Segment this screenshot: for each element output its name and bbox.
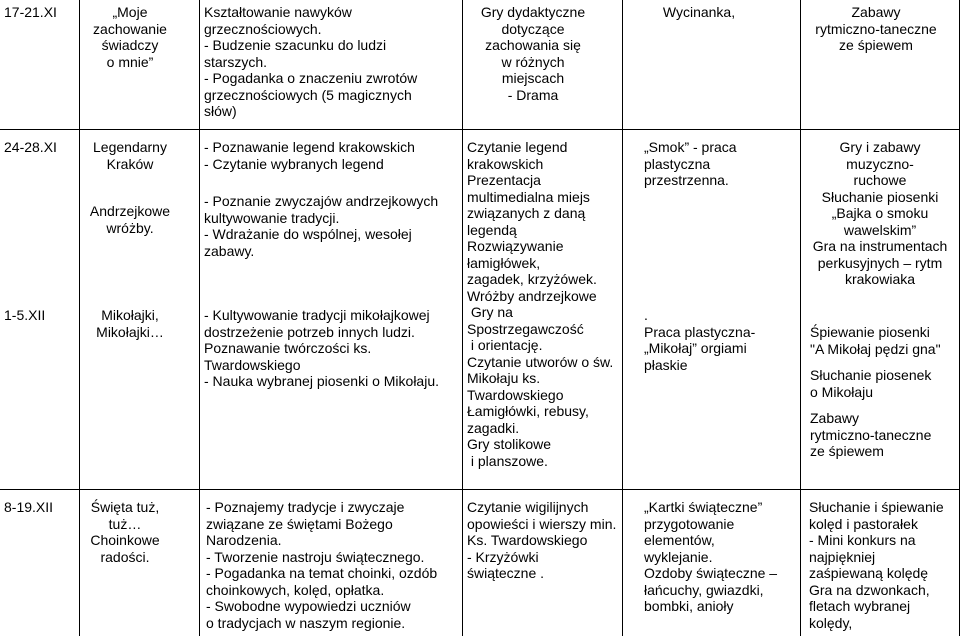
cell-line: - Pogadanka na temat choinki, ozdób	[206, 565, 438, 581]
cell-line: - Poznawanie legend krakowskich	[204, 139, 415, 155]
cell-line: Gry dydaktyczne	[480, 4, 586, 20]
row2-activities	[467, 139, 613, 469]
cell-line	[80, 172, 180, 203]
cell-line: najpiękniej	[809, 548, 876, 565]
cell-line: 17-21.XI	[4, 4, 57, 20]
row2-topic-b	[80, 307, 180, 340]
cell-line: o tradycjach w naszym regionie.	[206, 614, 406, 631]
cell-line: elementów,	[644, 532, 715, 548]
row1-art	[623, 4, 775, 21]
cell-line: „Mikołaj” orgiami	[644, 340, 747, 356]
row2-topic-a	[80, 139, 180, 236]
cell-line: Gra na instrumentach	[812, 238, 948, 254]
cell-line: w różnych	[501, 53, 565, 70]
cell-line: Ozdoby świąteczne –	[644, 565, 778, 581]
cell-line: Choinkowe	[90, 532, 160, 548]
cell-line: Gry i zabawy	[839, 139, 921, 155]
cell-line: związane ze świętami Bożego	[206, 515, 393, 532]
cell-line: Praca plastyczna-	[644, 323, 756, 340]
cell-line: Gry na	[467, 304, 513, 320]
cell-line: kolędy,	[809, 614, 853, 631]
cell-line: Łamigłówki, rebusy,	[467, 403, 589, 419]
cell-line	[204, 172, 438, 193]
cell-line: starszych.	[204, 53, 268, 70]
cell-line: słów)	[204, 103, 237, 119]
cell-line: tuż…	[108, 515, 142, 532]
cell-line	[810, 357, 941, 367]
cell-line: Czytanie wigilijnych	[467, 499, 589, 515]
cell-line: „Smok” - praca	[644, 139, 737, 155]
cell-line: opowieści i wierszy min.	[467, 515, 617, 532]
cell-line: Kraków	[106, 155, 154, 172]
cell-line: i planszowe.	[467, 452, 548, 469]
cell-line: muzyczno-	[846, 155, 914, 172]
cell-line: - Krzyżówki	[467, 548, 539, 565]
cell-line: 24-28.XI	[4, 139, 57, 155]
cell-line: Święta tuż,	[90, 499, 160, 515]
cell-line: plastyczna	[644, 155, 711, 172]
cell-line: wyklejanie.	[644, 548, 713, 565]
cell-line: zachowanie	[93, 20, 167, 37]
cell-line	[810, 400, 941, 410]
cell-line: i orientację.	[467, 337, 543, 353]
cell-line: Słuchanie piosenek	[810, 367, 932, 383]
cell-line: - Budzenie szacunku do ludzi	[204, 37, 387, 53]
row3-date	[4, 499, 53, 516]
cell-line: - Poznanie zwyczajów andrzejkowych	[204, 193, 439, 209]
cell-line: Twardowskiego	[204, 356, 301, 373]
cell-line: .	[644, 307, 648, 323]
cell-line: kultywowanie tradycji.	[204, 209, 340, 226]
row2-art-a	[644, 139, 737, 189]
row2-date-a	[4, 139, 57, 156]
cell-line: Poznawanie twórczości ks.	[204, 340, 372, 356]
cell-line: choinkowych, kolęd, opłatka.	[206, 581, 385, 598]
cell-line: Ks. Twardowskiego	[467, 532, 588, 548]
row2-goals-a	[204, 139, 438, 259]
cell-line: krakowiaka	[844, 271, 916, 287]
cell-line: Wróżby andrzejkowe	[467, 287, 597, 304]
cell-line: - Mini konkurs na	[809, 532, 916, 548]
cell-line: Twardowskiego	[467, 386, 564, 403]
cell-line: radości.	[100, 548, 150, 565]
cell-line: Gry stolikowe	[467, 436, 552, 452]
row1-date	[4, 4, 57, 21]
cell-line: - Kultywowanie tradycji mikołajkowej	[204, 307, 430, 323]
row2-date-b	[4, 307, 45, 324]
row2-art-b	[644, 307, 755, 373]
row1-music	[801, 4, 951, 54]
cell-line: świadczy	[101, 37, 159, 53]
cell-line: „Kartki świąteczne”	[644, 499, 763, 515]
cell-line: Czytanie utworów o św.	[467, 353, 614, 370]
cell-line: zagadki.	[467, 419, 520, 436]
cell-line: łamigłówek,	[467, 254, 541, 271]
cell-line: grzecznościowych (5 magicznych	[204, 86, 412, 103]
row2-music-a	[801, 139, 959, 288]
cell-line: Mikołaju ks.	[467, 370, 541, 386]
cell-line: Zabawy	[810, 410, 860, 426]
cell-line: miejscach	[501, 70, 565, 86]
row3-goals	[206, 499, 437, 631]
column-border	[622, 0, 623, 636]
cell-line: legendą	[467, 221, 517, 238]
cell-line: zagadek, krzyżówek.	[467, 271, 597, 287]
cell-line: zabawy.	[204, 242, 255, 259]
cell-line: - Swobodne wypowiedzi uczniów	[206, 598, 411, 614]
column-border	[800, 0, 801, 636]
cell-line: przestrzenna.	[644, 172, 729, 188]
cell-line: rytmiczno-taneczne	[815, 20, 937, 37]
cell-line: ze śpiewem	[810, 443, 884, 459]
cell-line: płaskie	[644, 356, 688, 373]
cell-line: Słuchanie i śpiewanie	[809, 499, 944, 515]
cell-line: wróżby.	[106, 219, 154, 236]
cell-line: fletach wybranej	[809, 598, 911, 614]
cell-line: „Moje	[112, 4, 148, 20]
row3-music	[809, 499, 944, 631]
row1-goals	[204, 4, 417, 120]
cell-line: zachowania się	[485, 37, 581, 53]
row3-activities	[467, 499, 616, 582]
cell-line: "A Mikołaj pędzi gna"	[810, 340, 941, 357]
cell-line: ze śpiewem	[839, 37, 913, 53]
cell-line: „Bajka o smoku	[831, 205, 929, 221]
cell-line: o Mikołaju	[810, 383, 874, 400]
row3-art	[644, 499, 777, 615]
row2-music-b	[810, 324, 941, 460]
cell-line: kolęd i pastorałek	[809, 515, 918, 532]
cell-line: Wycinanka,	[662, 4, 736, 20]
cell-line: rytmiczno-taneczne	[810, 426, 932, 443]
row1-activities	[463, 4, 603, 103]
cell-line: - Poznajemy tradycje i zwyczaje	[206, 499, 405, 515]
cell-line: o mnie”	[106, 53, 154, 70]
cell-line: wawelskim”	[843, 221, 917, 238]
row1-topic	[80, 4, 180, 70]
cell-line: - Wdrażanie do wspólnej, wesołej	[204, 226, 412, 242]
cell-line: dostrzeżenie potrzeb innych ludzi.	[204, 323, 415, 340]
row3-topic	[80, 499, 170, 565]
cell-line: - Czytanie wybranych legend	[204, 155, 384, 172]
cell-line: Prezentacja	[467, 172, 541, 188]
cell-line: Andrzejkowe	[89, 203, 171, 219]
cell-line: Śpiewanie piosenki	[810, 324, 930, 340]
cell-line: - Nauka wybranej piosenki o Mikołaju.	[204, 373, 439, 389]
cell-line: przygotowanie	[644, 515, 735, 532]
cell-line: Mikołajki,	[101, 307, 159, 323]
cell-line: Mikołajki…	[96, 323, 164, 340]
cell-line: multimedialna miejs	[467, 188, 590, 205]
cell-line: 8-19.XII	[4, 499, 54, 515]
row-border	[0, 489, 960, 490]
cell-line: Kształtowanie nawyków	[204, 4, 352, 20]
cell-line: Legendarny	[93, 139, 167, 155]
cell-line: krakowskich	[467, 155, 544, 172]
cell-line: Narodzenia.	[206, 532, 282, 548]
cell-line: ruchowe	[853, 172, 907, 188]
row-border	[0, 129, 960, 130]
cell-line: Rozwiązywanie	[467, 238, 564, 254]
cell-line: Słuchanie piosenki	[821, 188, 939, 205]
cell-line: łańcuchy, gwiazdki,	[644, 581, 764, 598]
cell-line: świąteczne .	[467, 565, 545, 581]
cell-line: - Drama	[507, 86, 559, 103]
column-border	[199, 0, 200, 636]
cell-line: zaśpiewaną kolędę	[809, 565, 929, 581]
row2-goals-b	[204, 307, 439, 390]
cell-line: Czytanie legend	[467, 139, 568, 155]
cell-line: 1-5.XII	[4, 307, 46, 323]
cell-line: Zabawy	[851, 4, 901, 20]
cell-line: związanych z daną	[467, 205, 586, 221]
cell-line: - Tworzenie nastroju świątecznego.	[206, 548, 425, 565]
cell-line: dotyczące	[501, 20, 565, 37]
cell-line: perkusyjnych – rytm	[817, 254, 943, 271]
cell-line: bombki, anioły	[644, 598, 734, 614]
cell-line: Spostrzegawczość	[467, 320, 584, 337]
cell-line: Gra na dzwonkach,	[809, 581, 930, 598]
cell-line: - Pogadanka o znaczeniu zwrotów	[204, 70, 418, 86]
cell-line: grzecznościowych.	[204, 20, 322, 37]
